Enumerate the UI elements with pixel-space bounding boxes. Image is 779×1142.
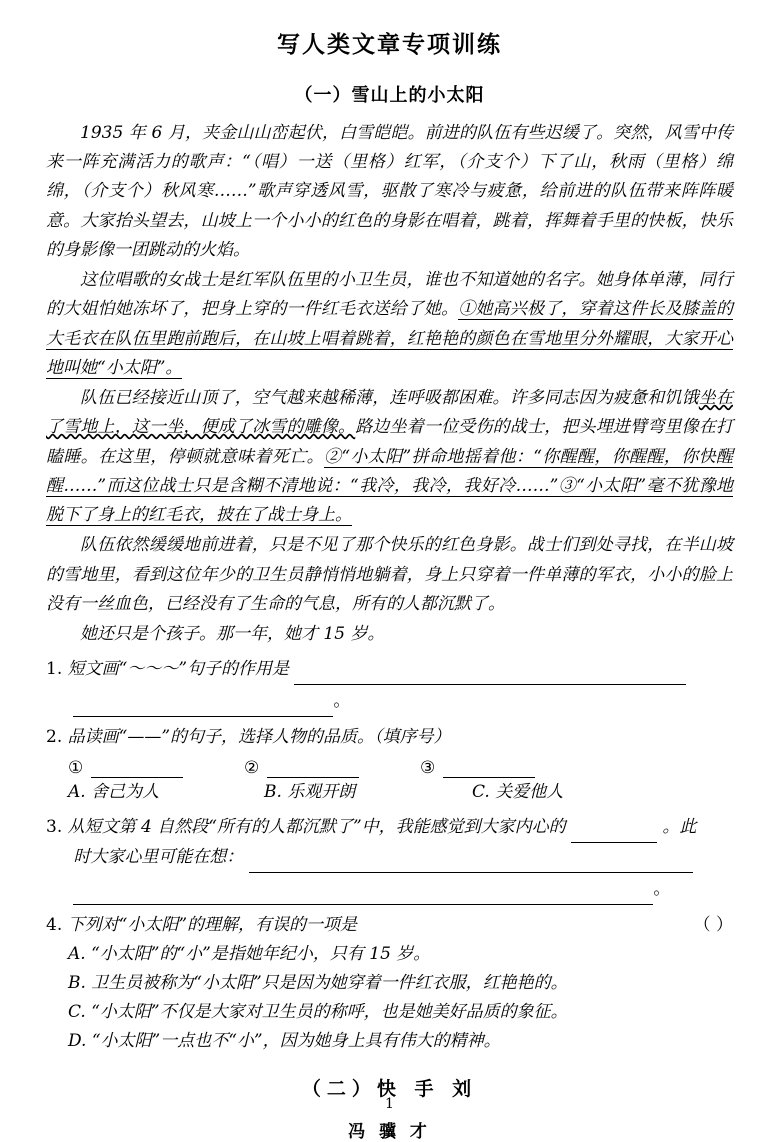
section-two-author: 冯 骥 才 — [348, 1121, 431, 1142]
question-2-mark-1: ① — [68, 758, 84, 779]
marked-sentence: ①她高兴极了，穿着这件长及膝盖的大毛衣在队伍里跑前跑后，在山坡上唱着跳着，红艳艳的颜色在雪地里分外耀眼，大家开心地叫她“小太阳”。 — [46, 299, 734, 378]
question-3-number: 3. — [46, 817, 63, 838]
question-2-blank-1[interactable] — [91, 760, 183, 778]
question-2-option-b[interactable]: B. 乐观开朗 — [264, 782, 356, 803]
question-3-line-2 — [46, 843, 733, 873]
question-4-options — [68, 940, 733, 1056]
question-2-blank-3[interactable] — [443, 760, 535, 778]
question-3-text-a: 从短文第 4 自然段“所有的人都沉默了”中，我能感觉到大家内心的 — [67, 817, 566, 838]
question-2-mark-2: ② — [244, 758, 260, 779]
question-4-text: 下列对“小太阳”的理解，有误的一项是 — [67, 914, 358, 935]
question-4-option-b[interactable]: B. 卫生员被称为“小太阳”只是因为她穿着一件红衣服，红艳艳的。 — [68, 973, 568, 994]
question-4-option-c[interactable]: C. “小太阳”不仅是大家对卫生员的称呼，也是她美好品质的象征。 — [68, 1002, 568, 1023]
question-4-answer-paren[interactable]: （ ） — [693, 914, 733, 935]
question-1-answer-blank-2[interactable] — [73, 699, 333, 717]
question-2-mark-3: ③ — [420, 758, 436, 779]
question-2-option-c[interactable]: C. 关爱他人 — [472, 782, 564, 803]
question-2 — [46, 723, 733, 753]
page-title: 写人类文章专项训练 — [277, 31, 502, 58]
question-1 — [46, 655, 733, 685]
marked-sentence: ②“小太阳”拼命地摇着他：“你醒醒，你醒醒，你快醒醒……”而这位战士只是含糊不清地说：“我冷，我冷，我好冷……”③“小太阳”毫不犹豫地脱下了身上的红毛衣，披在了战士身上。 — [46, 446, 733, 526]
question-4-number: 4. — [46, 914, 63, 935]
question-3-text-c: 时大家心里可能在想： — [73, 847, 244, 868]
question-3-line-3: 。 — [46, 875, 733, 905]
question-3-blank-1[interactable] — [571, 825, 657, 843]
question-3-blank-2[interactable] — [249, 855, 693, 873]
question-1-text: 短文画“～～～”句子的作用是 — [67, 659, 290, 680]
question-3-text-b: 。此 — [662, 817, 697, 838]
paragraph-1: 1935 年 6 月，夹金山山峦起伏，白雪皑皑。前进的队伍有些迟缓了。突然，风雪中传来一阵充满活力的歌声：“（唱）一送（里格）红军，（介支个）下了山，秋雨（里格）绵绵，（介支个）秋风寒……”歌声穿透风雪，驱散了寒冷与疲惫，给前进的队伍带来阵阵暖意。大家抬头望去，山坡上一个小小的红色的身影在唱着，跳着，挥舞着手里的快板，快乐的身影像一团跳动的火焰。 — [46, 123, 733, 260]
paragraph-2: 这位唱歌的女战士是红军队伍里的小卫生员，谁也不知道她的名字。她身体单薄，同行的大姐怕她冻坏了，把身上穿的一件红毛衣送给了她。①她高兴极了，穿着这件长及膝盖的大毛衣在队伍里跑前跑后，在山坡上唱着跳着，红艳艳的颜色在雪地里分外耀眼，大家开心地叫她“小太阳”。 — [46, 270, 734, 378]
question-1-number: 1. — [46, 659, 63, 680]
question-3-blank-3[interactable] — [73, 887, 653, 905]
question-1-answer-blank[interactable] — [294, 667, 686, 685]
question-4 — [46, 911, 733, 941]
question-2-mark-row — [68, 758, 733, 778]
question-2-option-a[interactable]: A. 舍己为人 — [68, 782, 160, 803]
page-number: 1 — [385, 1096, 394, 1112]
question-2-text: 品读画“——”的句子，选择人物的品质。（填序号） — [67, 726, 451, 747]
question-2-mark-3-group — [420, 758, 535, 778]
section-one-heading: （一）雪山上的小太阳 — [294, 85, 485, 106]
paragraph-3: 队伍已经接近山顶了，空气越来越稀薄，连呼吸都困难。许多同志因为疲惫和饥饿坐在了雪地上，这一坐，便成了冰雪的雕像。路边坐着一位受伤的战士，把头埋进臂弯里像在打瞌睡。在这里，停顿就意味着死亡。②“小太阳”拼命地摇着他：“你醒醒，你醒醒，你快醒醒……”而这位战士只是含糊不清地说：“我冷，我冷，我好冷……”③“小太阳”毫不犹豫地脱下了身上的红毛衣，披在了战士身上。 — [46, 388, 734, 526]
question-4-option-a[interactable]: A. “小太阳”的“小”是指她年纪小，只有 15 岁。 — [68, 944, 431, 965]
question-2-mark-1-group — [68, 758, 244, 778]
wavy-marked-sentence: 坐在了雪地上，这一坐，便成了冰雪的雕像。 — [46, 388, 734, 438]
question-2-blank-2[interactable] — [267, 760, 359, 778]
question-3 — [46, 813, 733, 843]
paragraph-4: 队伍依然缓缓地前进着，只是不见了那个快乐的红色身影。战士们到处寻找，在半山坡的雪地里，看到这位年少的卫生员静悄悄地躺着，身上只穿着一件单薄的军衣，小小的脸上没有一丝血色，已经没有了生命的气息，所有的人都沉默了。 — [46, 535, 733, 614]
question-4-option-d[interactable]: D. “小太阳”一点也不“小”，因为她身上具有伟大的精神。 — [68, 1031, 501, 1052]
paragraph-5: 她还只是个孩子。那一年，她才 15 岁。 — [80, 623, 385, 644]
question-2-number: 2. — [46, 726, 63, 747]
section-two-heading: （二）快 手 刘 — [301, 1077, 478, 1100]
question-2-mark-2-group — [244, 758, 420, 778]
question-2-options — [68, 778, 733, 807]
question-1-answer-line-2: 。 — [46, 687, 733, 717]
